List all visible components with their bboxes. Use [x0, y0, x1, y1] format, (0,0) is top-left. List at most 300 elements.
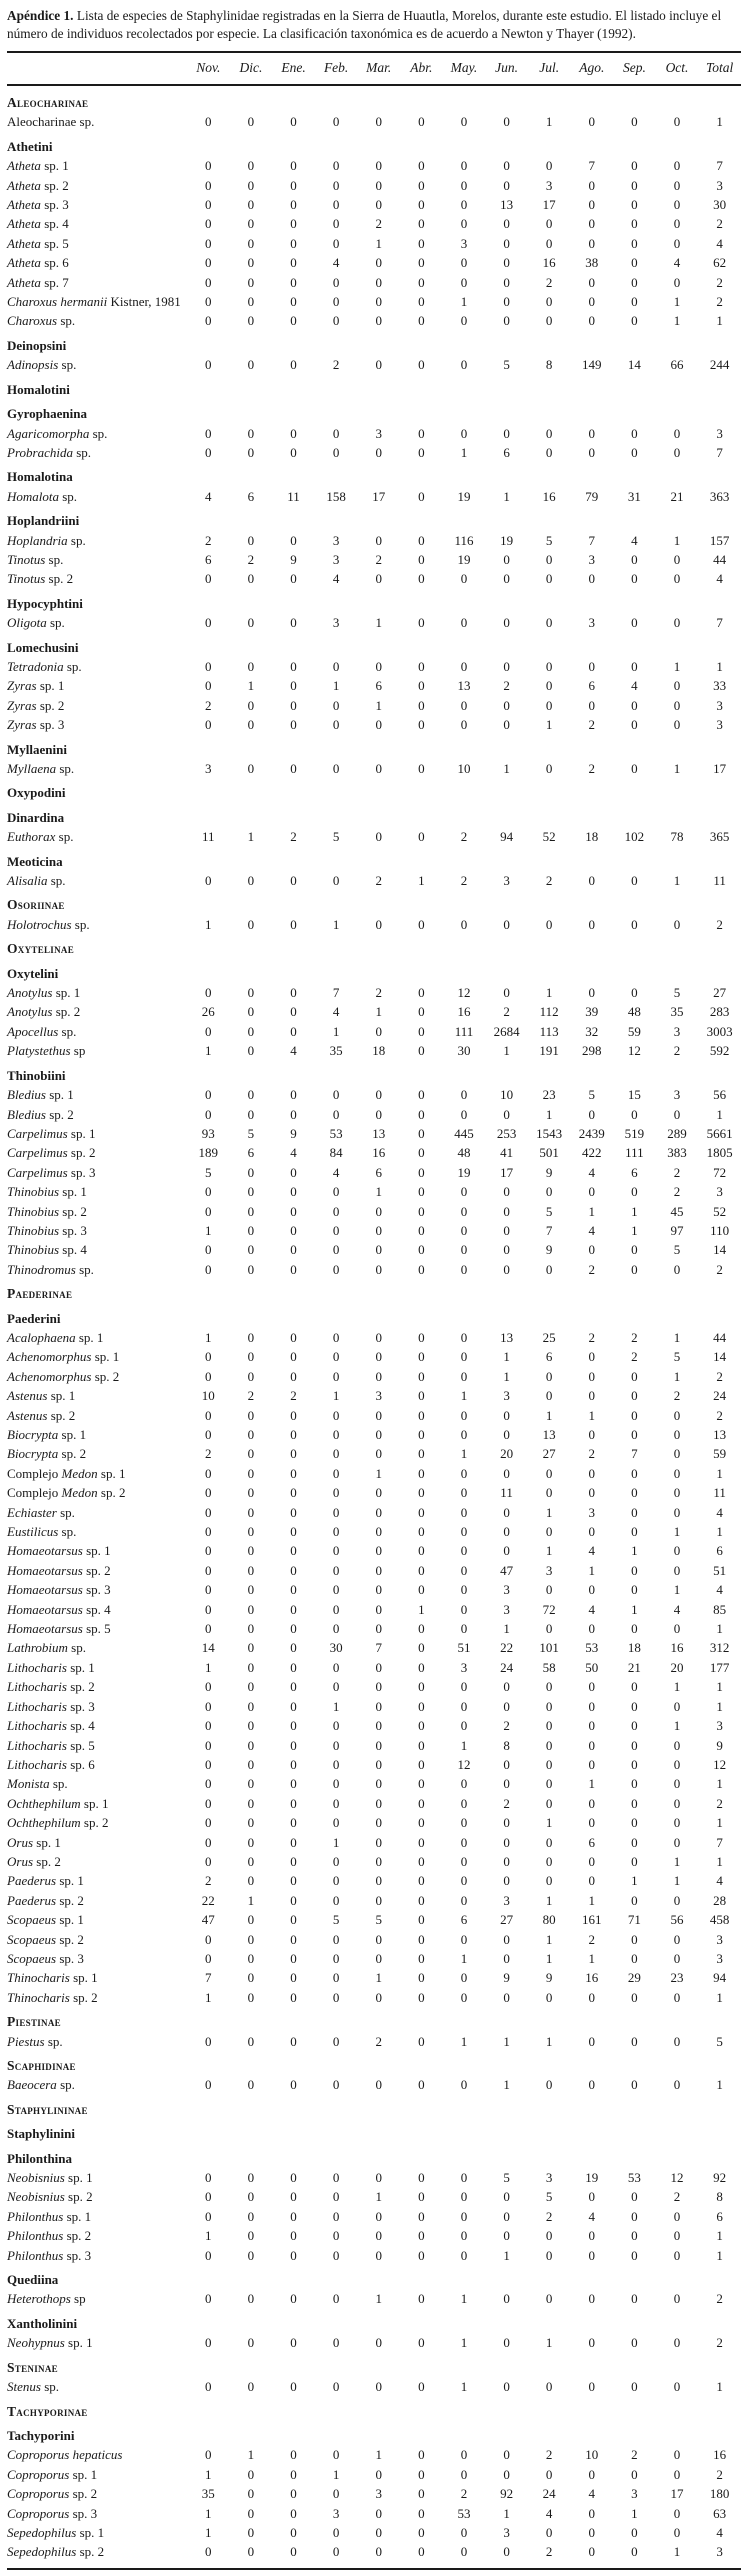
count-cell: 0 [418, 2544, 425, 2560]
count-cell: 0 [631, 1756, 638, 1772]
species-row [7, 715, 741, 734]
count-cell: 0 [247, 1853, 255, 1869]
count-cell: 0 [247, 1222, 255, 1238]
count-cell: 0 [247, 2505, 255, 2521]
count-cell: 0 [418, 1815, 425, 1831]
count-cell: 0 [418, 1407, 425, 1423]
count-cell: 0 [205, 2170, 212, 2186]
count-cell: 0 [375, 2228, 382, 2244]
count-cell: 1 [247, 2447, 255, 2463]
count-cell: 0 [205, 1621, 212, 1637]
count-cell: 5 [545, 1203, 553, 1219]
total-cell: 56 [713, 1087, 727, 1103]
species-row [7, 1221, 741, 1240]
count-cell: 2 [205, 1446, 212, 1462]
genus-name: Platystethus [7, 1043, 71, 1059]
species-name [7, 2032, 187, 2051]
count-cell: 0 [588, 1873, 596, 1889]
count-cell: 0 [588, 1815, 596, 1831]
count-cell: 21 [670, 488, 684, 504]
total-cell: 2 [716, 274, 723, 290]
count-cell: 0 [247, 1795, 255, 1811]
count-cell: 501 [539, 1145, 559, 1161]
count-cell: 0 [205, 274, 212, 290]
count-cell: 0 [205, 658, 212, 674]
count-cell: 2 [545, 2208, 553, 2224]
count-cell: 0 [631, 1815, 638, 1831]
count-cell: 0 [588, 1621, 596, 1637]
count-cell: 0 [332, 1815, 340, 1831]
count-cell: 0 [375, 829, 382, 845]
count-cell: 0 [460, 2228, 468, 2244]
genus-name: Astenus [7, 1388, 48, 1404]
count-cell: 47 [500, 1562, 514, 1578]
count-cell: 0 [205, 1543, 212, 1559]
species-suffix: sp. 3 [56, 1950, 84, 1966]
count-cell: 2 [503, 1004, 510, 1020]
count-cell: 1 [375, 2189, 382, 2205]
count-cell: 0 [375, 294, 382, 310]
count-cell: 2 [503, 678, 510, 694]
species-prefix: Complejo [7, 1485, 62, 1501]
count-cell: 0 [418, 2291, 425, 2307]
count-cell: 7 [375, 1640, 382, 1656]
count-cell: 0 [332, 1261, 340, 1277]
count-cell: 0 [418, 1931, 425, 1947]
species-row [7, 2207, 741, 2226]
column-header-abr: Abr. [400, 52, 443, 85]
section-header: Paederinae [7, 1286, 73, 1302]
count-cell: 2 [631, 1329, 638, 1345]
count-cell: 5 [545, 2189, 553, 2205]
count-cell: 7 [588, 532, 596, 548]
count-cell: 0 [503, 658, 510, 674]
total-cell: 3 [716, 1931, 723, 1947]
count-cell: 20 [500, 1446, 514, 1462]
count-cell: 0 [588, 1795, 596, 1811]
section-header: Piestinae [7, 2014, 61, 2030]
species-suffix: sp. 2 [66, 1679, 95, 1695]
count-cell: 0 [588, 1388, 596, 1404]
count-cell: 1 [460, 1446, 468, 1462]
section-header: Tachyporinae [7, 2403, 88, 2419]
genus-name: Coproporus [7, 2486, 70, 2502]
count-cell: 0 [460, 1815, 468, 1831]
species-row [7, 1522, 741, 1541]
count-cell: 30 [329, 1640, 343, 1656]
count-cell: 0 [545, 678, 553, 694]
total-cell: 1 [716, 1989, 723, 2005]
species-name [7, 696, 187, 715]
count-cell: 24 [500, 1659, 514, 1675]
species-name [7, 1182, 187, 1201]
species-row [7, 1041, 741, 1060]
species-name [7, 1221, 187, 1240]
tribe-row [7, 462, 741, 486]
tribe-header: Philonthina [7, 2150, 73, 2166]
species-name [7, 195, 187, 214]
count-cell: 0 [588, 1853, 596, 1869]
count-cell: 0 [205, 294, 212, 310]
count-cell: 0 [332, 1873, 340, 1889]
count-cell: 0 [247, 2544, 255, 2560]
count-cell: 0 [673, 2247, 681, 2263]
species-suffix: sp. 1 [69, 2466, 98, 2482]
species-row [7, 915, 741, 934]
count-cell: 0 [247, 1970, 255, 1986]
count-cell: 0 [247, 916, 255, 932]
count-cell: 0 [503, 1427, 510, 1442]
species-suffix: sp. [58, 357, 77, 373]
total-cell: 1 [716, 1679, 723, 1695]
count-cell: 0 [290, 2486, 297, 2502]
count-cell: 0 [503, 425, 510, 441]
count-cell: 0 [460, 216, 468, 232]
count-cell: 0 [247, 1203, 255, 1219]
count-cell: 0 [588, 2544, 596, 2560]
count-cell: 0 [290, 2077, 297, 2093]
species-name [7, 715, 187, 734]
count-cell: 0 [545, 216, 553, 232]
count-cell: 0 [375, 1524, 382, 1540]
count-cell: 0 [247, 2033, 255, 2049]
count-cell: 0 [460, 571, 468, 587]
count-cell: 0 [588, 1485, 596, 1501]
count-cell: 0 [375, 1427, 382, 1442]
count-cell: 0 [588, 1679, 596, 1695]
count-cell: 17 [670, 2486, 684, 2502]
count-cell: 0 [673, 1562, 681, 1578]
species-suffix: sp. 7 [40, 274, 69, 290]
total-cell: 312 [709, 1640, 730, 1656]
count-cell: 0 [460, 1562, 468, 1578]
count-cell: 1 [673, 294, 681, 310]
count-cell: 0 [375, 313, 382, 329]
species-row [7, 1716, 741, 1735]
count-cell: 0 [631, 2524, 638, 2540]
count-cell: 0 [247, 1679, 255, 1695]
count-cell: 0 [375, 2077, 382, 2093]
tribe-row [7, 803, 741, 827]
count-cell: 0 [460, 1242, 468, 1258]
count-cell: 0 [545, 1776, 553, 1792]
genus-name: Agaricomorpha [7, 425, 90, 441]
count-cell: 0 [247, 761, 255, 776]
genus-name: Medon [61, 1465, 98, 1481]
count-cell: 0 [503, 1834, 510, 1850]
count-cell: 0 [375, 2247, 382, 2263]
count-cell: 0 [545, 697, 553, 713]
count-cell: 0 [247, 1329, 255, 1345]
count-cell: 1 [673, 1718, 681, 1734]
total-cell: 3 [716, 1950, 723, 1966]
count-cell: 0 [247, 1023, 255, 1039]
section-row [7, 934, 741, 958]
count-cell: 0 [460, 1485, 468, 1501]
count-cell: 0 [631, 717, 638, 733]
count-cell: 0 [375, 2466, 382, 2482]
count-cell: 0 [418, 357, 425, 373]
species-row [7, 214, 741, 233]
genus-name: Biocrypta [7, 1446, 59, 1462]
count-cell: 1543 [536, 1125, 563, 1141]
count-cell: 6 [631, 1164, 638, 1180]
count-cell: 0 [460, 197, 468, 213]
species-suffix: sp. [59, 488, 78, 504]
count-cell: 17 [500, 1164, 514, 1180]
count-cell: 0 [290, 1912, 297, 1928]
count-cell: 0 [247, 1718, 255, 1734]
count-cell: 4 [673, 1601, 681, 1617]
count-cell: 0 [332, 2189, 340, 2205]
count-cell: 0 [418, 2486, 425, 2502]
species-suffix: sp. 2 [52, 1004, 81, 1020]
count-cell: 0 [290, 1582, 297, 1598]
count-cell: 0 [588, 114, 596, 130]
count-cell: 0 [247, 1485, 255, 1501]
count-cell: 0 [673, 678, 681, 694]
count-cell: 0 [290, 571, 297, 587]
total-cell: 1 [716, 1465, 723, 1481]
count-cell: 0 [290, 1106, 297, 1122]
count-cell: 0 [247, 1106, 255, 1122]
count-cell: 0 [588, 1242, 596, 1258]
count-cell: 2 [375, 551, 382, 567]
count-cell: 0 [503, 2335, 510, 2351]
count-cell: 2 [588, 1261, 596, 1277]
count-cell: 0 [588, 2189, 596, 2205]
count-cell: 0 [375, 2524, 382, 2540]
count-cell: 0 [503, 2466, 510, 2482]
genus-name: Lithocharis [7, 1679, 67, 1695]
count-cell: 2 [545, 873, 553, 889]
count-cell: 0 [673, 1950, 681, 1966]
species-name [7, 1949, 187, 1968]
count-cell: 16 [372, 1145, 386, 1161]
count-cell: 0 [247, 2228, 255, 2244]
species-row [7, 1658, 741, 1677]
total-cell: 9 [716, 1737, 723, 1753]
count-cell: 0 [290, 2291, 297, 2307]
count-cell: 0 [290, 2247, 297, 2263]
total-cell: 244 [709, 357, 730, 373]
species-suffix: sp. 1 [76, 2524, 105, 2540]
species-row [7, 696, 741, 715]
count-cell: 0 [290, 1640, 297, 1656]
count-cell: 0 [418, 551, 425, 567]
tribe-header: Quediina [7, 2272, 59, 2288]
total-cell: 7 [716, 1834, 723, 1850]
count-cell: 48 [627, 1004, 641, 1020]
count-cell: 0 [205, 2447, 212, 2463]
count-cell: 19 [457, 1164, 471, 1180]
count-cell: 0 [290, 274, 297, 290]
total-cell: 59 [713, 1446, 727, 1462]
total-cell: 3 [716, 177, 723, 193]
count-cell: 0 [588, 177, 596, 193]
count-cell: 3 [503, 1582, 510, 1598]
count-cell: 0 [588, 873, 596, 889]
count-cell: 0 [418, 1853, 425, 1869]
species-row [7, 1503, 741, 1522]
count-cell: 0 [290, 658, 297, 674]
count-cell: 1 [503, 1368, 510, 1384]
count-cell: 0 [418, 2077, 425, 2093]
count-cell: 0 [205, 177, 212, 193]
species-name [7, 2168, 187, 2187]
total-cell: 7 [716, 158, 723, 174]
total-cell: 365 [709, 829, 730, 845]
count-cell: 1 [545, 1543, 553, 1559]
total-cell: 11 [713, 873, 726, 889]
count-cell: 0 [460, 1427, 468, 1442]
total-cell: 2 [716, 1368, 723, 1384]
species-row [7, 1541, 741, 1560]
count-cell: 189 [198, 1145, 219, 1161]
count-cell: 0 [247, 1164, 255, 1180]
genus-name: Scopaeus [7, 1950, 57, 1966]
count-cell: 0 [545, 2247, 553, 2263]
species-row [7, 487, 741, 506]
count-cell: 0 [460, 1106, 468, 1122]
count-cell: 2 [588, 1931, 596, 1947]
species-row [7, 1988, 741, 2007]
count-cell: 0 [375, 1834, 382, 1850]
count-cell: 0 [503, 1776, 510, 1792]
count-cell: 5 [673, 1242, 681, 1258]
total-cell: 13 [713, 1427, 727, 1442]
species-row [7, 1328, 741, 1347]
count-cell: 1 [205, 1043, 212, 1059]
count-cell: 0 [247, 1427, 255, 1442]
count-cell: 0 [460, 1931, 468, 1947]
count-cell: 1 [205, 2505, 212, 2521]
count-cell: 0 [673, 1795, 681, 1811]
total-cell: 94 [713, 1970, 727, 1986]
genus-name: Homaeotarsus [7, 1582, 83, 1598]
count-cell: 0 [375, 1601, 382, 1617]
species-row [7, 759, 741, 778]
count-cell: 0 [205, 1853, 212, 1869]
count-cell: 2 [247, 1388, 255, 1404]
count-cell: 0 [631, 985, 638, 1001]
count-cell: 149 [582, 357, 602, 373]
count-cell: 0 [332, 873, 340, 889]
species-row [7, 2032, 741, 2051]
species-name [7, 1755, 187, 1774]
species-name [7, 2542, 187, 2561]
count-cell: 0 [247, 1242, 255, 1258]
count-cell: 0 [418, 2524, 425, 2540]
tribe-row [7, 1304, 741, 1328]
count-cell: 0 [205, 255, 212, 271]
species-row [7, 1968, 741, 1987]
count-cell: 2 [545, 2447, 553, 2463]
count-cell: 0 [290, 2170, 297, 2186]
count-cell: 0 [375, 274, 382, 290]
count-cell: 16 [542, 255, 556, 271]
species-name [7, 2445, 187, 2464]
species-suffix: sp. 5 [66, 1737, 95, 1753]
count-cell: 92 [500, 2486, 514, 2502]
count-cell: 0 [460, 1504, 468, 1520]
count-cell: 0 [418, 2208, 425, 2224]
count-cell: 0 [673, 2335, 681, 2351]
count-cell: 0 [588, 197, 596, 213]
count-cell: 0 [588, 274, 596, 290]
count-cell: 0 [460, 1543, 468, 1559]
count-cell: 0 [545, 1698, 553, 1714]
species-row [7, 1774, 741, 1793]
count-cell: 1 [247, 1892, 255, 1908]
count-cell: 3 [545, 177, 553, 193]
count-cell: 19 [500, 532, 514, 548]
species-suffix: sp. 2 [97, 1485, 126, 1501]
count-cell: 17 [542, 197, 556, 213]
count-cell: 0 [631, 1950, 638, 1966]
count-cell: 0 [545, 1873, 553, 1889]
species-name [7, 273, 187, 292]
count-cell: 0 [332, 114, 340, 130]
count-cell: 1 [631, 1873, 638, 1889]
count-cell: 0 [631, 1698, 638, 1714]
count-cell: 1 [375, 1465, 382, 1481]
count-cell: 9 [503, 1970, 510, 1986]
species-suffix: sp. 1 [97, 1465, 126, 1481]
count-cell: 47 [201, 1912, 215, 1928]
genus-name: Orus [7, 1834, 34, 1850]
count-cell: 0 [545, 235, 553, 251]
species-suffix: sp. 2 [47, 1407, 76, 1423]
count-cell: 14 [627, 357, 641, 373]
column-header-mar: Mar. [357, 52, 400, 85]
species-suffix: sp. 2 [46, 1106, 74, 1122]
species-row [7, 657, 741, 676]
species-row [7, 1930, 741, 1949]
count-cell: 0 [631, 1407, 638, 1423]
count-cell: 0 [631, 1106, 638, 1122]
genus-name: Euthorax [7, 829, 56, 845]
count-cell: 0 [205, 2033, 212, 2049]
count-cell: 0 [375, 2208, 382, 2224]
count-cell: 2 [503, 1795, 510, 1811]
count-cell: 0 [205, 114, 212, 130]
species-suffix: sp. 1 [63, 2208, 92, 2224]
count-cell: 0 [247, 2379, 255, 2395]
count-cell: 0 [247, 1756, 255, 1772]
count-cell: 0 [332, 2486, 340, 2502]
count-cell: 0 [460, 1834, 468, 1850]
genus-name: Homaeotarsus [7, 1601, 83, 1617]
species-name [7, 569, 187, 588]
total-cell: 458 [709, 1912, 730, 1928]
species-name [7, 1580, 187, 1599]
species-row [7, 983, 741, 1002]
count-cell: 0 [375, 2170, 382, 2186]
count-cell: 0 [503, 1931, 510, 1947]
count-cell: 0 [375, 532, 382, 548]
count-cell: 1 [460, 444, 468, 460]
count-cell: 0 [247, 114, 255, 130]
count-cell: 0 [460, 697, 468, 713]
total-cell: 3 [716, 2544, 723, 2560]
species-name [7, 2226, 187, 2245]
count-cell: 0 [290, 1446, 297, 1462]
count-cell: 0 [631, 1465, 638, 1481]
count-cell: 1 [545, 1892, 553, 1908]
count-cell: 2 [205, 532, 212, 548]
species-row [7, 871, 741, 890]
